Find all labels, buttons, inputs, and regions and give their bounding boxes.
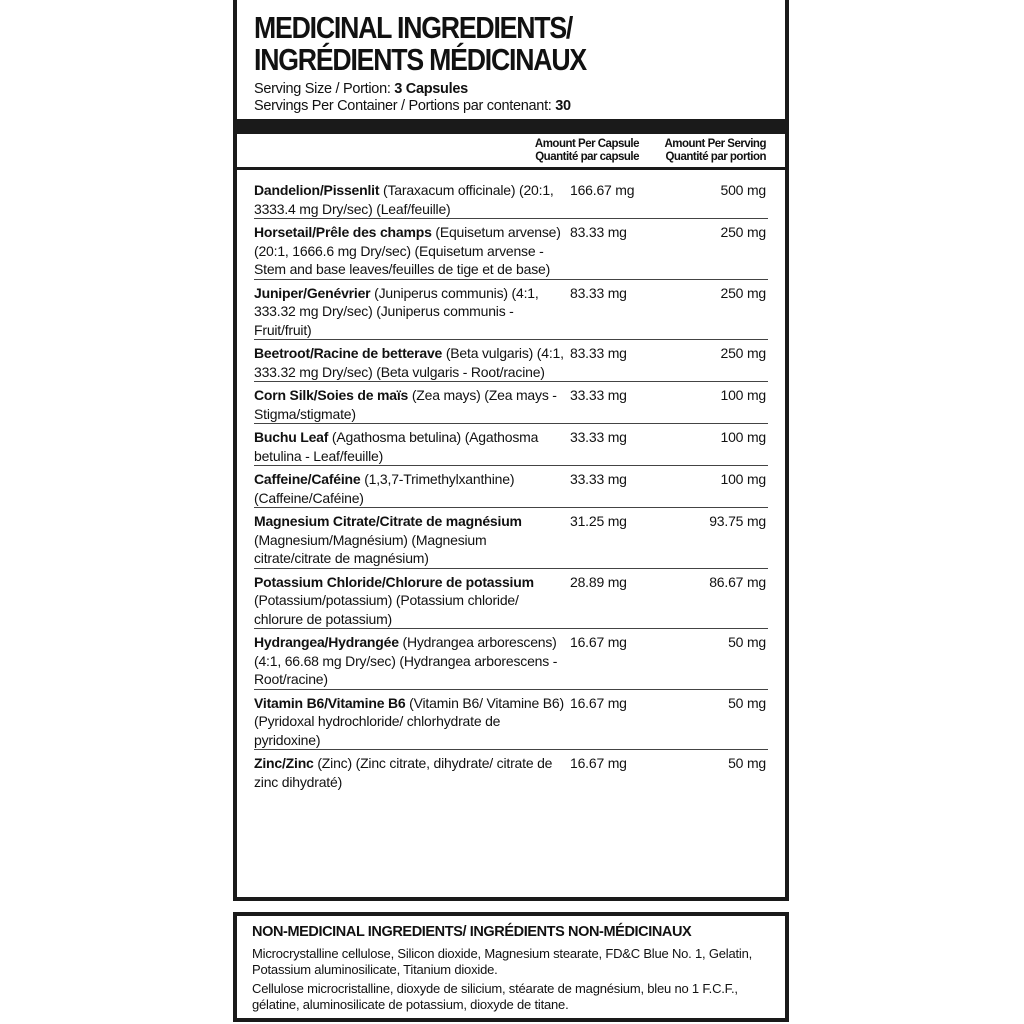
amount-per-capsule: 166.67 mg — [570, 182, 635, 198]
amount-per-serving: 100 mg — [720, 429, 766, 445]
ingredient-name: Vitamin B6/Vitamine B6 — [254, 694, 406, 711]
ingredient-name: Corn Silk/Soies de maïs — [254, 387, 409, 403]
amount-per-capsule: 83.33 mg — [570, 345, 627, 361]
ingredient-description — [254, 573, 566, 629]
amount-per-capsule: 16.67 mg — [570, 755, 627, 771]
ingredient-description — [254, 512, 566, 568]
servings-per-value: 30 — [555, 98, 571, 114]
ingredient-description — [254, 754, 566, 791]
column-header-per-serving-fr: Quantité par portion — [665, 151, 766, 163]
ingredient-name: Juniper/Genévrier — [254, 284, 371, 301]
ingredient-description — [254, 694, 566, 750]
serving-size — [254, 81, 768, 98]
medicinal-title-line2: INGRÉDIENTS MÉDICINAUX — [254, 42, 586, 77]
amount-per-serving: 250 mg — [720, 224, 766, 240]
ingredient-detail: (Beta vulgaris) (4:1, 333.32 mg Dry/sec) (Beta vulgaris - Root/racine) — [254, 345, 564, 380]
column-header-per-serving-en: Amount Per Serving — [664, 138, 766, 150]
column-header-per-serving — [664, 138, 766, 164]
servings-per-label: Servings Per Container / Portions par contenant: — [254, 98, 556, 114]
non-medicinal-french: Cellulose microcristalline, dioxyde de silicium, stéarate de magnésium, bleu no 1 F.C.F., gélatine, aluminosilicate de potassium, dioxyde de titane. — [252, 981, 738, 1012]
ingredient-name: Horsetail/Prêle des champs — [254, 224, 432, 240]
header-rule — [237, 167, 785, 170]
medicinal-ingredients-panel — [233, 0, 789, 901]
ingredient-row — [254, 218, 768, 279]
ingredient-list — [254, 181, 768, 791]
ingredient-name: Buchu Leaf — [254, 429, 329, 445]
amount-per-capsule: 83.33 mg — [570, 284, 627, 301]
ingredient-name: Zinc/Zinc — [254, 755, 314, 771]
ingredient-row — [254, 749, 768, 791]
ingredient-detail: (Potassium/potassium) (Potassium chloride/ chlorure de potassium) — [254, 592, 519, 627]
ingredient-row — [254, 628, 768, 689]
amount-per-capsule: 28.89 mg — [570, 573, 627, 590]
ingredient-detail: (Juniperus communis) (4:1, 333.32 mg Dry/sec) (Juniperus communis - Fruit/fruit) — [254, 284, 539, 338]
ingredient-row — [254, 507, 768, 568]
non-medicinal-english: Microcrystalline cellulose, Silicon dioxide, Magnesium stearate, FD&C Blue No. 1, Gelatin, Potassium aluminosilicate, Titanium dioxide. — [252, 946, 753, 977]
column-headers — [254, 134, 768, 167]
amount-per-serving: 86.67 mg — [709, 573, 766, 590]
header-bar — [237, 119, 785, 134]
ingredient-row — [254, 181, 768, 218]
amount-per-capsule: 33.33 mg — [570, 471, 627, 487]
ingredient-detail: (Hydrangea arborescens) (4:1, 66.68 mg Dry/sec) (Hydrangea arborescens - Root/racine) — [254, 634, 558, 687]
amount-per-capsule: 83.33 mg — [570, 224, 627, 240]
ingredient-row — [254, 423, 768, 465]
ingredient-detail: (Taraxacum officinale) (20:1, 3333.4 mg Dry/sec) (Leaf/feuille) — [254, 182, 554, 217]
ingredient-description — [254, 344, 566, 381]
ingredient-name: Caffeine/Caféine — [254, 471, 361, 487]
ingredient-detail: (Magnesium/Magnésium) (Magnesium citrate/citrate de magnésium) — [254, 531, 487, 566]
serving-size-value: 3 Capsules — [394, 81, 468, 97]
ingredient-row — [254, 568, 768, 629]
ingredient-name: Potassium Chloride/Chlorure de potassium — [254, 573, 534, 590]
serving-info — [254, 81, 768, 115]
ingredient-detail: (Equisetum arvense) (20:1, 1666.6 mg Dry/sec) (Equisetum arvense - Stem and base leaves/feuilles de tige et de base) — [254, 224, 561, 277]
ingredient-description — [254, 386, 566, 423]
ingredient-detail: (1,3,7-Trimethylxanthine) (Caffeine/Caféine) — [254, 471, 515, 506]
ingredient-description — [254, 428, 566, 465]
medicinal-title-line1: MEDICINAL INGREDIENTS/ — [254, 10, 573, 45]
amount-per-serving: 500 mg — [720, 182, 766, 198]
servings-per-container — [254, 98, 768, 115]
ingredient-description — [254, 223, 566, 279]
amount-per-capsule: 33.33 mg — [570, 429, 627, 445]
ingredient-row — [254, 279, 768, 340]
ingredient-name: Magnesium Citrate/Citrate de magnésium — [254, 513, 522, 529]
serving-size-label: Serving Size / Portion: — [254, 81, 395, 97]
ingredient-detail: (Zinc) (Zinc citrate, dihydrate/ citrate de zinc dihydraté) — [254, 755, 553, 790]
amount-per-serving: 250 mg — [720, 345, 766, 361]
amount-per-capsule: 16.67 mg — [570, 694, 627, 711]
ingredient-detail: (Zea mays) (Zea mays - Stigma/stigmate) — [254, 387, 557, 422]
ingredient-description — [254, 470, 566, 507]
column-header-per-capsule-en: Amount Per Capsule — [534, 138, 639, 150]
amount-per-serving: 50 mg — [728, 634, 766, 650]
amount-per-serving: 50 mg — [728, 755, 766, 771]
ingredient-row — [254, 339, 768, 381]
ingredient-name: Beetroot/Racine de betterave — [254, 345, 443, 361]
amount-per-serving: 100 mg — [720, 471, 766, 487]
amount-per-capsule: 33.33 mg — [570, 387, 627, 403]
column-header-per-capsule-fr: Quantité par capsule — [535, 151, 639, 163]
amount-per-serving: 50 mg — [728, 694, 766, 711]
ingredient-detail: (Vitamin B6/ Vitamine B6) (Pyridoxal hydrochloride/ chlorhydrate de pyridoxine) — [254, 694, 564, 748]
ingredient-row — [254, 381, 768, 423]
amount-per-serving: 100 mg — [720, 387, 766, 403]
ingredient-name: Dandelion/Pissenlit — [254, 182, 380, 198]
ingredient-detail: (Agathosma betulina) (Agathosma betulina - Leaf/feuille) — [254, 429, 539, 464]
amount-per-serving: 250 mg — [720, 284, 766, 301]
amount-per-capsule: 16.67 mg — [570, 634, 627, 650]
amount-per-serving: 93.75 mg — [709, 513, 766, 529]
ingredient-row — [254, 689, 768, 750]
ingredient-description — [254, 284, 566, 340]
ingredient-row — [254, 465, 768, 507]
ingredient-description — [254, 181, 566, 218]
ingredient-name: Hydrangea/Hydrangée — [254, 634, 399, 650]
non-medicinal-ingredients-panel — [233, 912, 789, 1022]
amount-per-capsule: 31.25 mg — [570, 513, 627, 529]
non-medicinal-title: NON-MEDICINAL INGREDIENTS/ INGRÉDIENTS NON-MÉDICINAUX — [252, 924, 692, 940]
column-header-per-capsule — [535, 138, 639, 164]
ingredient-description — [254, 633, 566, 689]
